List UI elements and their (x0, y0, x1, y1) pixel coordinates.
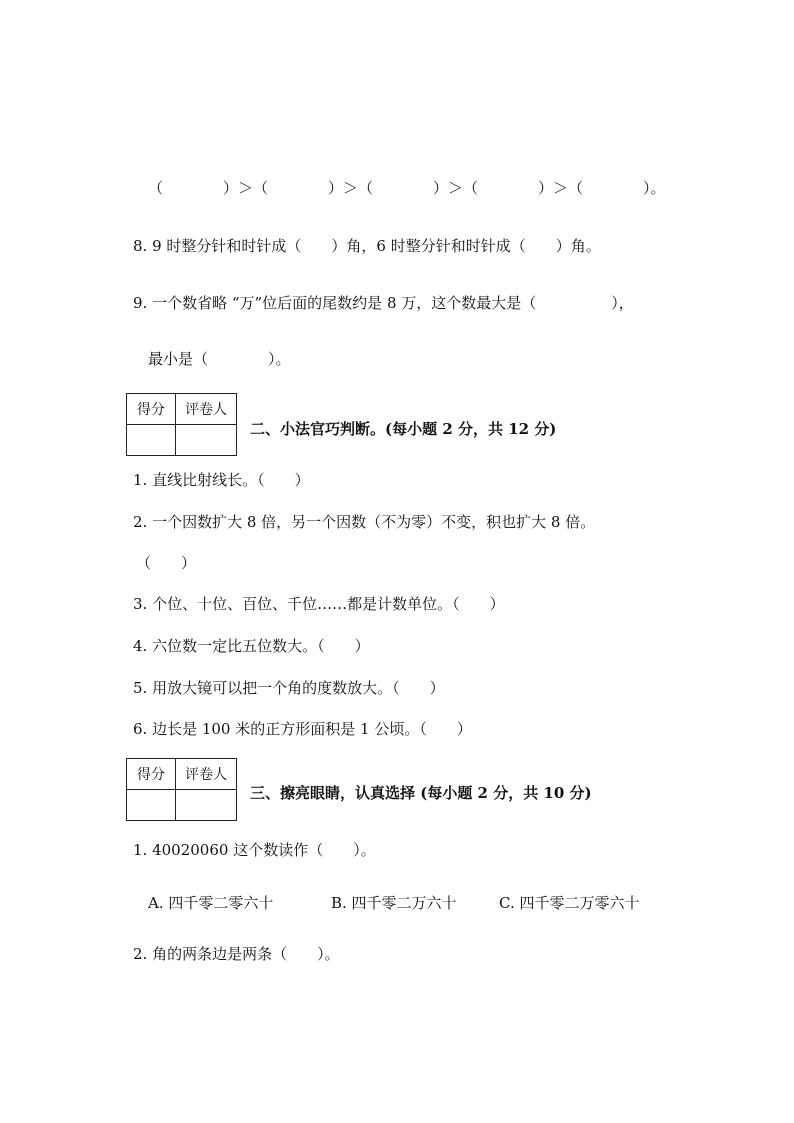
choice-question-1: 1. 40020060 这个数读作（ ）。 (133, 841, 376, 859)
question-9-line1: 9. 一个数省略 “万”位后面的尾数约是 8 万，这个数最大是（ ）， (133, 294, 634, 312)
judge-item-1: 1. 直线比射线长。（ ） (133, 471, 310, 489)
score-cell[interactable] (127, 790, 176, 821)
judge-item-2: 2. 一个因数扩大 8 倍，另一个因数（不为零）不变，积也扩大 8 倍。 (133, 513, 596, 531)
judge-item-3: 3. 个位、十位、百位、千位……都是计数单位。（ ） (133, 595, 505, 613)
score-header: 得分 (127, 394, 176, 425)
score-box-section2 (126, 393, 237, 456)
grader-cell[interactable] (176, 425, 237, 456)
section2-title: 二、小法官巧判断。(每小题 2 分，共 12 分) (250, 420, 557, 438)
section3-title: 三、擦亮眼睛，认真选择 (每小题 2 分，共 10 分) (250, 784, 592, 802)
judge-item-6: 6. 边长是 100 米的正方形面积是 1 公顷。（ ） (133, 720, 472, 738)
grader-header: 评卷人 (176, 759, 237, 790)
grader-header: 评卷人 (176, 394, 237, 425)
choice-option-a: A. 四千零二零六十 (148, 894, 274, 912)
judge-item-2-bracket: （ ） (136, 554, 197, 572)
judge-item-5: 5. 用放大镜可以把一个角的度数放大。（ ） (133, 679, 445, 697)
order-comparison-line: （ ）＞（ ）＞（ ）＞（ ）＞（ ）。 (148, 179, 666, 197)
score-cell[interactable] (127, 425, 176, 456)
score-box-section3 (126, 758, 237, 821)
choice-question-2: 2. 角的两条边是两条（ ）。 (133, 945, 340, 963)
question-9-line2: 最小是（ ）。 (148, 350, 291, 368)
grader-cell[interactable] (176, 790, 237, 821)
judge-item-4: 4. 六位数一定比五位数大。（ ） (133, 637, 370, 655)
question-8: 8. 9 时整分针和时针成（ ）角，6 时整分针和时针成（ ）角。 (133, 237, 601, 255)
score-header: 得分 (127, 759, 176, 790)
choice-option-c: C. 四千零二万零六十 (499, 894, 640, 912)
choice-option-b: B. 四千零二万六十 (331, 894, 457, 912)
